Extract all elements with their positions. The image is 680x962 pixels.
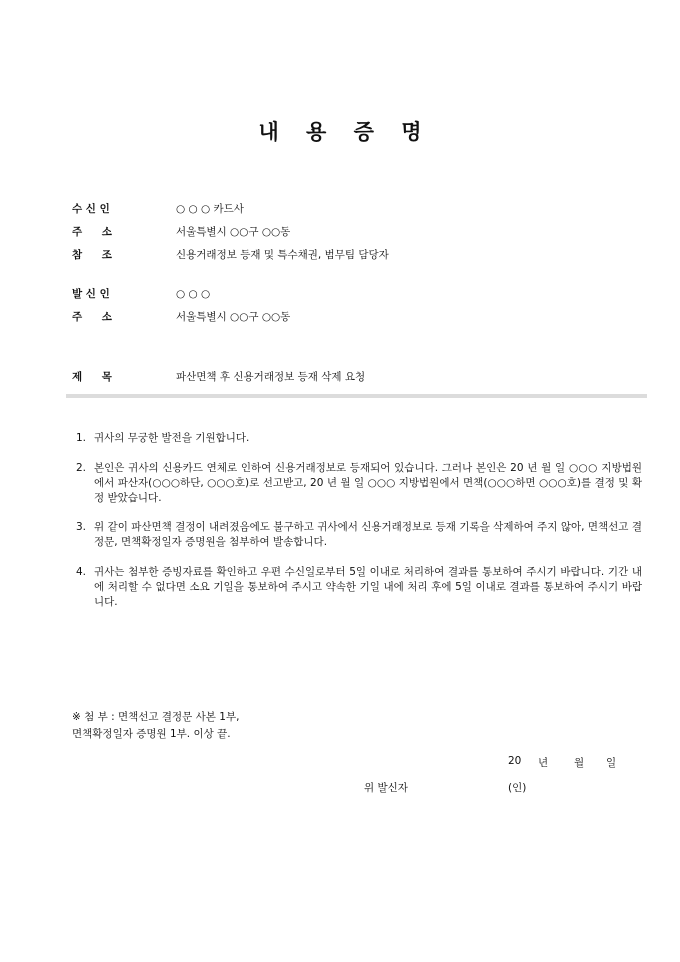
date-month-unit: 월 [574, 757, 585, 769]
body-item-2 [76, 461, 642, 506]
item-number: 3. [76, 521, 87, 533]
item-text: 본인은 귀사의 신용카드 연체로 인하여 신용거래정보로 등재되어 있습니다. 그러나 본인은 20 년 월 일 ○○○ 지방법원에서 파산자(○○○하단, ○○○호)로 선고받고, 20 년 월 일 ○○○ 지방법원에서 면책(○○○하면 ○○○호)를 결정 및 확정 받았습니다. [94, 462, 642, 504]
item-number: 2. [76, 462, 87, 474]
sender-address-label: 주 소 [72, 311, 112, 323]
attachment-line-2: 면책확정일자 증명원 1부. 이상 끝. [72, 728, 231, 740]
date-year-unit: 년 [538, 757, 549, 769]
sender-name-value: ○ ○ ○ [176, 288, 211, 300]
body-item-4 [76, 565, 642, 610]
item-text: 귀사는 첨부한 증빙자료를 확인하고 우편 수신일로부터 5일 이내로 처리하여 결과를 통보하여 주시기 바랍니다. 기간 내에 처리할 수 없다면 소요 기일을 통보하여 주시고 약속한 기일 내에 처리 후에 5일 이내로 결과를 통보하여 주시기 바랍니다. [94, 566, 642, 608]
seal-mark: (인) [508, 782, 527, 794]
recipient-address-value: 서울특별시 ○○구 ○○동 [176, 226, 291, 238]
sender-address-value: 서울특별시 ○○구 ○○동 [176, 311, 291, 323]
recipient-address-label: 주 소 [72, 226, 112, 238]
reference-value: 신용거래정보 등재 및 특수채권, 범무팀 담당자 [176, 249, 389, 261]
section-divider [66, 394, 647, 398]
attachment-line-1: ※ 첨 부 : 면책선고 결정문 사본 1부, [72, 711, 240, 723]
date-line [508, 755, 648, 771]
body-item-3 [76, 520, 642, 550]
date-day-unit: 일 [606, 757, 617, 769]
sender-name-label: 발 신 인 [72, 288, 110, 300]
recipient-name-label: 수 신 인 [72, 203, 110, 215]
body-item-1 [76, 431, 642, 446]
recipient-name-value: ○ ○ ○ 카드사 [176, 203, 244, 215]
item-number: 4. [76, 566, 87, 578]
document-title: 내 용 증 명 [258, 120, 432, 144]
item-text: 귀사의 무궁한 발전을 기원합니다. [94, 432, 250, 444]
subject-value: 파산면책 후 신용거래정보 등재 삭제 요청 [176, 371, 366, 383]
reference-label: 참 조 [72, 249, 112, 261]
signature-label: 위 발신자 [364, 782, 408, 794]
item-number: 1. [76, 432, 87, 444]
date-year: 20 [508, 755, 522, 767]
subject-label: 제 목 [72, 371, 112, 383]
item-text: 위 같이 파산면책 결정이 내려졌음에도 불구하고 귀사에서 신용거래정보로 등재 기록을 삭제하여 주지 않아, 면책선고 결정문, 면책확정일자 증명원을 첨부하여 발송합니다. [94, 521, 642, 548]
